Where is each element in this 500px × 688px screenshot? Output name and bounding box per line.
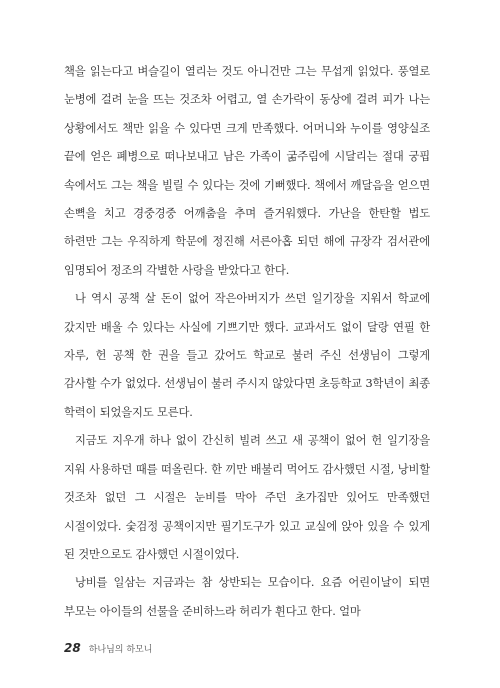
paragraph-4: 낭비를 일삼는 지금과는 참 상반되는 모습이다. 요즘 어린이날이 되면 부모는 아이들의 선물을 준비하느라 허리가 휜다고 한다. 얼마 bbox=[64, 576, 430, 618]
page-footer bbox=[64, 641, 152, 655]
paragraph-3: 지금도 지우개 하나 없이 간신히 빌려 쓰고 새 공책이 없어 헌 일기장을 지워 사용하던 때를 떠올린다. 한 끼만 배불리 먹어도 감사했던 시절, 낭비할 것조차 없던 그 시절은 눈비를 막아 주던 초가집만 있어도 만족했던 시절이었다. 숯검정 공책이지만 필기도구가 있고 교실에 앉아 있을 수 있게 된 것만으로도 감사했던 시절이었다. bbox=[64, 434, 430, 561]
paragraph-2: 나 역시 공책 살 돈이 없어 작은아버지가 쓰던 일기장을 지워서 학교에 갔지만 배울 수 있다는 사실에 기쁘기만 했다. 교과서도 없이 달랑 연필 한 자루, 헌 공책 한 권을 들고 갔어도 학교로 불러 주신 선생님이 그렇게 감사할 수가 없었다. 선생님이 불러 주시지 않았다면 초등학교 3학년이 최종 학력이 되었을지도 모른다. bbox=[64, 292, 430, 419]
running-book-title: 하나님의 하모니 bbox=[88, 645, 153, 655]
document-body bbox=[64, 58, 430, 626]
page-number: 28 bbox=[64, 641, 81, 655]
paragraph-1: 책을 읽는다고 벼슬길이 열리는 것도 아니건만 그는 무섭게 읽었다. 풍열로 눈병에 걸려 눈을 뜨는 것조차 어렵고, 열 손가락이 동상에 걸려 피가 나는 상황에서도 책만 읽을 수 있다면 크게 만족했다. 어머니와 누이를 영양실조 끝에 얻은 폐병으로 떠나보내고 남은 가족이 굶주림에 시달리는 절대 궁핍 속에서도 그는 책을 빌릴 수 있다는 것에 기뻐했다. 책에서 깨달음을 얻으면 손뼉을 치고 경중경중 어깨춤을 추며 즐거워했다. 가난을 한탄할 법도 하련만 그는 우직하게 학문에 정진해 서른아홉 되던 해에 규장각 검서관에 임명되어 정조의 각별한 사랑을 받았다고 한다. bbox=[64, 65, 430, 277]
